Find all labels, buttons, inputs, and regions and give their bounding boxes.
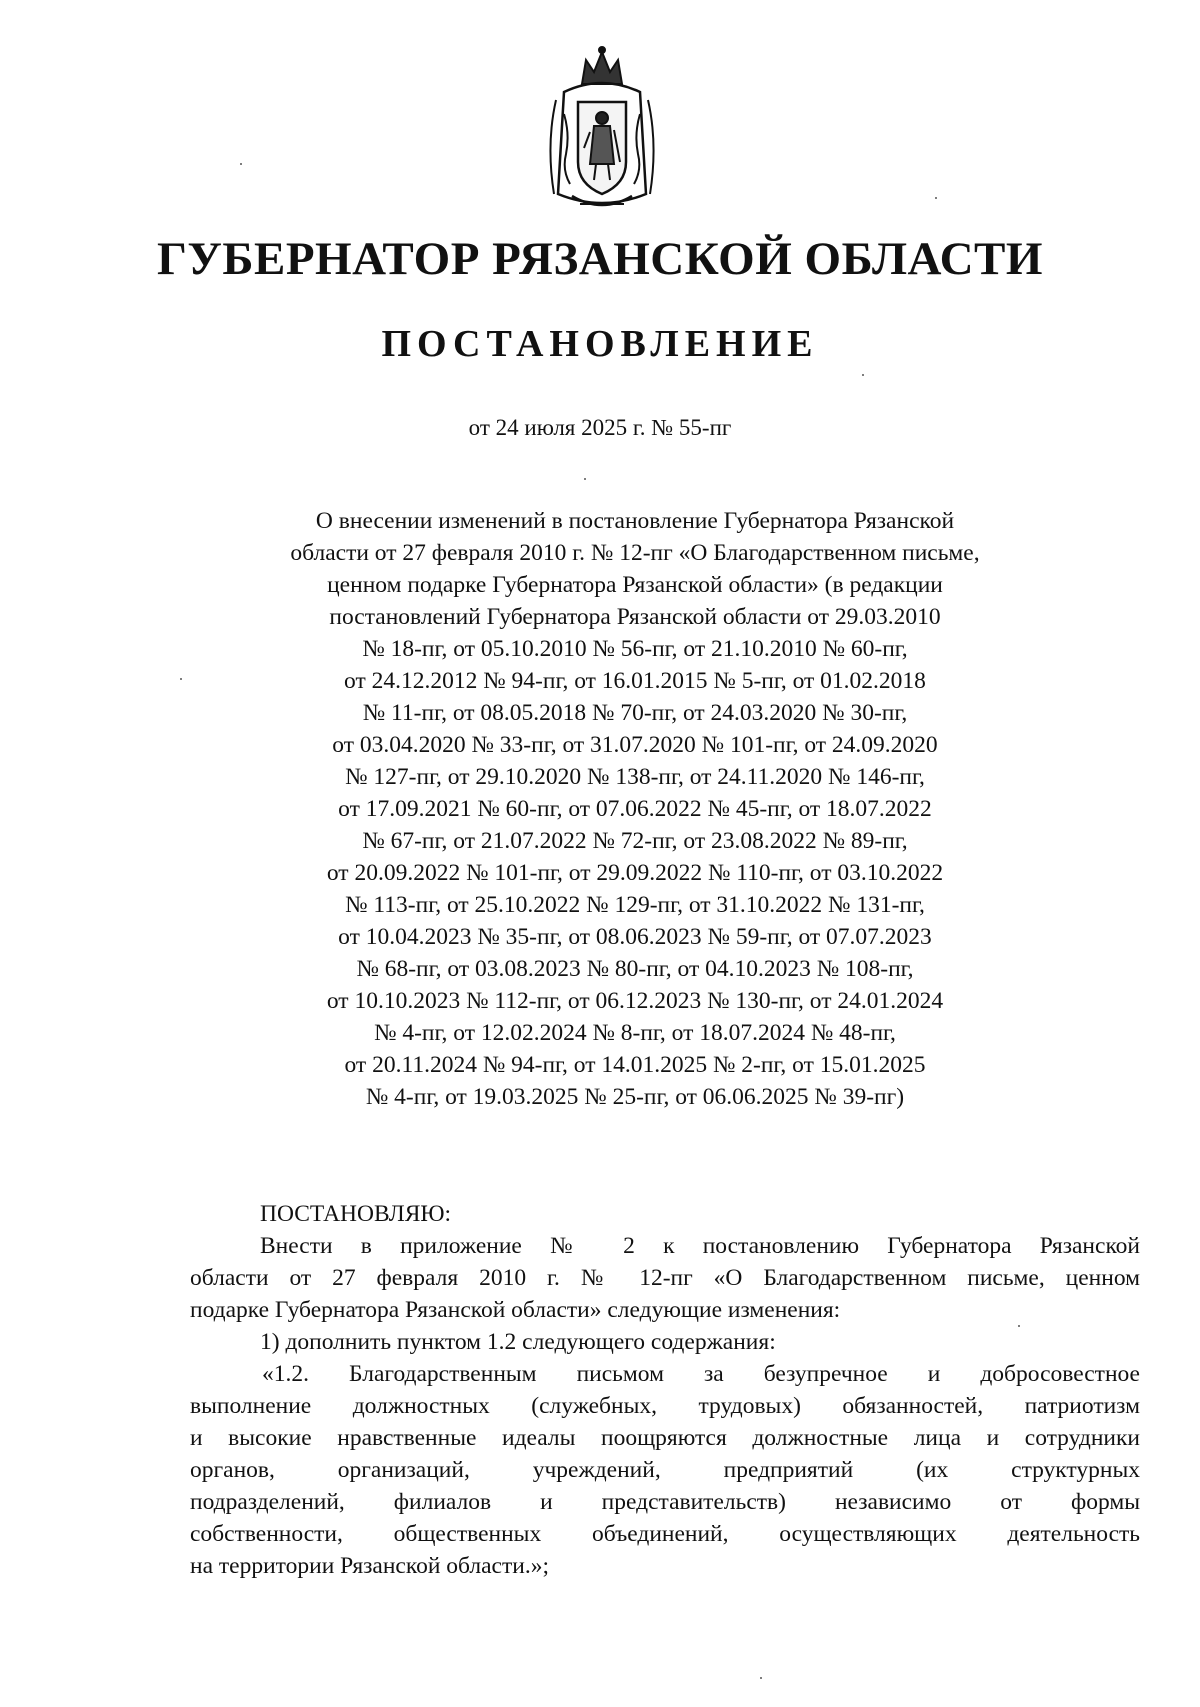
scan-speck	[180, 678, 182, 680]
subject-line: от 20.11.2024 № 94-пг, от 14.01.2025 № 2-пг, от 15.01.2025	[344, 1052, 926, 1078]
body-line: 1) дополнить пунктом 1.2 следующего содержания:	[260, 1329, 776, 1355]
subject-line: от 10.10.2023 № 112-пг, от 06.12.2023 № 130-пг, от 24.01.2024	[326, 988, 944, 1014]
scan-speck	[935, 197, 937, 199]
subject-line: О внесении изменений в постановление Губернатора Рязанской	[315, 508, 955, 534]
subject-line: от 20.09.2022 № 101-пг, от 29.09.2022 № 110-пг, от 03.10.2022	[326, 860, 944, 886]
issuing-authority-heading: ГУБЕРНАТОР РЯЗАНСКОЙ ОБЛАСТИ	[157, 233, 1043, 285]
subject-line: от 10.04.2023 № 35-пг, от 08.06.2023 № 59-пг, от 07.07.2023	[338, 924, 932, 950]
document-subject	[250, 505, 1020, 1113]
resolution-body	[190, 1198, 1140, 1582]
body-line: выполнение должностных (служебных, трудовых) обязанностей, патриотизм	[190, 1393, 1140, 1419]
body-line: «1.2. Благодарственным письмом за безупречное и добросовестное	[262, 1361, 1140, 1387]
scan-speck	[1018, 1325, 1020, 1327]
body-line: на территории Рязанской области.»;	[190, 1553, 549, 1579]
body-line: собственности, общественных объединений, осуществляющих деятельность	[190, 1521, 1140, 1547]
body-line: области от 27 февраля 2010 г. № 12-пг «О Благодарственном письме, ценном	[190, 1265, 1140, 1291]
subject-line: постановлений Губернатора Рязанской области от 29.03.2010	[329, 604, 941, 630]
subject-line: № 127-пг, от 29.10.2020 № 138-пг, от 24.11.2020 № 146-пг,	[345, 764, 925, 790]
body-line: Внести в приложение № 2 к постановлению Губернатора Рязанской	[260, 1233, 1140, 1259]
subject-line: № 67-пг, от 21.07.2022 № 72-пг, от 23.08.2022 № 89-пг,	[362, 828, 908, 854]
subject-line: № 4-пг, от 12.02.2024 № 8-пг, от 18.07.2024 № 48-пг,	[374, 1020, 896, 1046]
scan-speck	[862, 374, 864, 376]
subject-line: № 68-пг, от 03.08.2023 № 80-пг, от 04.10.2023 № 108-пг,	[356, 956, 914, 982]
body-line: подарке Губернатора Рязанской области» следующие изменения:	[190, 1297, 841, 1323]
body-line: подразделений, филиалов и представительств) независимо от формы	[190, 1489, 1140, 1515]
subject-line: области от 27 февраля 2010 г. № 12-пг «О Благодарственном письме,	[290, 540, 980, 566]
document-type-heading: ПОСТАНОВЛЕНИЕ	[381, 323, 819, 365]
subject-line: № 11-пг, от 08.05.2018 № 70-пг, от 24.03.2020 № 30-пг,	[362, 700, 908, 726]
subject-line: от 24.12.2012 № 94-пг, от 16.01.2015 № 5-пг, от 01.02.2018	[344, 668, 926, 694]
subject-line: от 17.09.2021 № 60-пг, от 07.06.2022 № 45-пг, от 18.07.2022	[338, 796, 932, 822]
subject-line: № 4-пг, от 19.03.2025 № 25-пг, от 06.06.2025 № 39-пг)	[365, 1084, 905, 1110]
scan-speck	[584, 478, 586, 480]
subject-line: ценном подарке Губернатора Рязанской области» (в редакции	[327, 572, 943, 598]
scan-speck	[760, 1677, 762, 1679]
subject-line: № 18-пг, от 05.10.2010 № 56-пг, от 21.10.2010 № 60-пг,	[362, 636, 908, 662]
subject-line: № 113-пг, от 25.10.2022 № 129-пг, от 31.10.2022 № 131-пг,	[345, 892, 925, 918]
body-line: органов, организаций, учреждений, предприятий (их структурных	[190, 1457, 1140, 1483]
subject-line: от 03.04.2020 № 33-пг, от 31.07.2020 № 101-пг, от 24.09.2020	[332, 732, 938, 758]
resolve-word: ПОСТАНОВЛЯЮ:	[260, 1201, 452, 1227]
ryazan-coat-of-arms-emblem	[536, 44, 668, 216]
scan-speck	[240, 163, 242, 165]
document-date-number: от 24 июля 2025 г. № 55-пг	[468, 415, 732, 440]
body-line: и высокие нравственные идеалы поощряются должностные лица и сотрудники	[190, 1425, 1140, 1451]
